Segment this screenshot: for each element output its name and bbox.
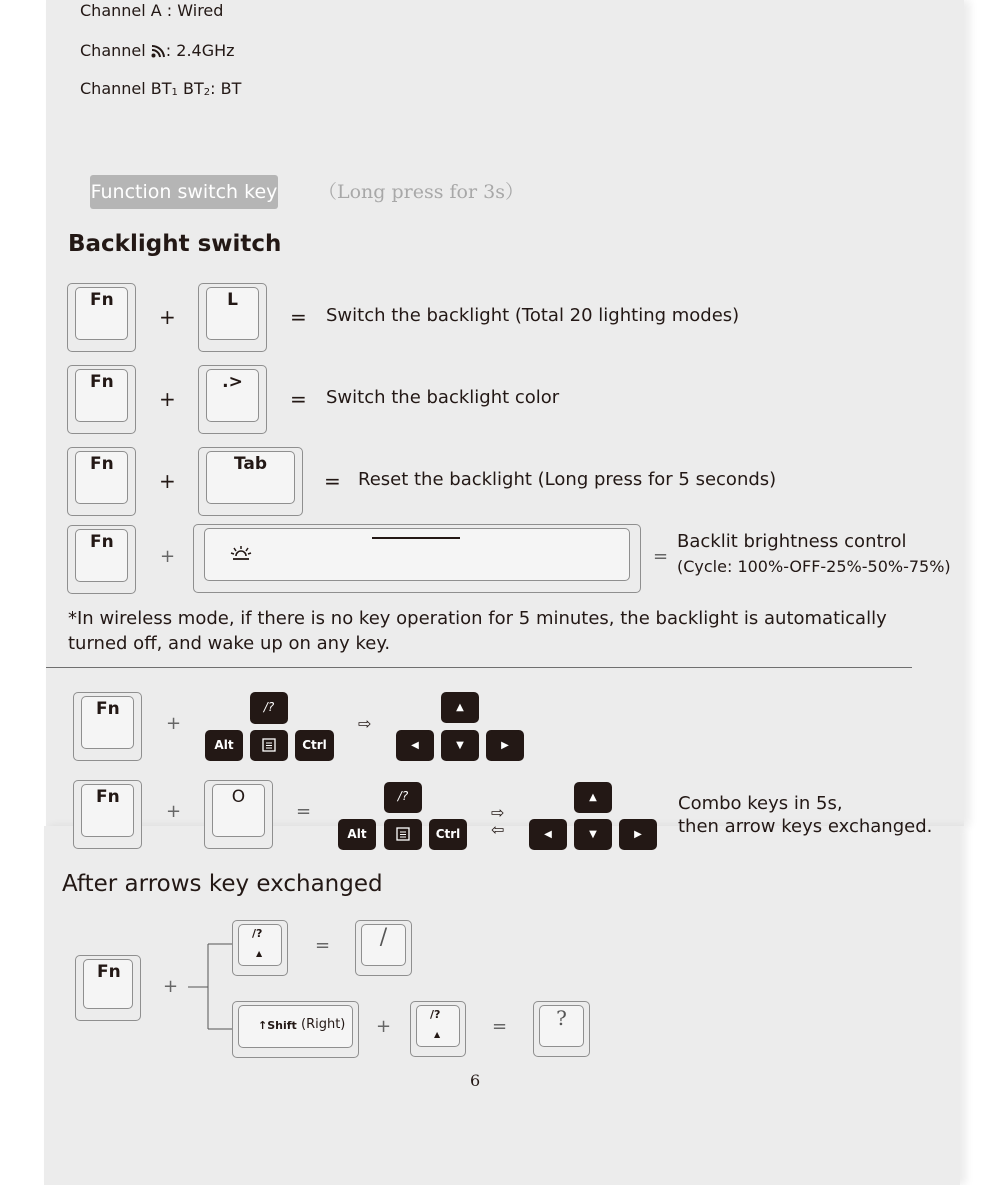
combo-line2: then arrow keys exchanged. — [678, 816, 933, 837]
alt-key-dark: Alt — [338, 819, 376, 850]
equals-sign: = — [315, 935, 331, 956]
function-switch-hint: （Long press for 3s） — [318, 181, 524, 203]
bt-sub2: 2 — [203, 87, 211, 98]
right-label: (Right) — [301, 1017, 346, 1032]
plus-sign: + — [166, 801, 182, 822]
combo-description — [678, 792, 932, 838]
left-arrow-key: ◀ — [529, 819, 567, 850]
brightness-icon — [230, 545, 252, 561]
fn-key-label: Fn — [96, 699, 120, 719]
question-result-label: ? — [556, 1006, 567, 1030]
bt-prefix: Channel BT — [80, 79, 172, 98]
right-shift-key — [232, 1001, 359, 1058]
section-divider — [46, 667, 912, 668]
channel-wired: Channel A : Wired — [80, 1, 224, 20]
question-slash-key-label: /? — [252, 927, 263, 940]
right-arrow-key: ▶ — [486, 730, 524, 761]
fn-key-label: Fn — [90, 532, 114, 552]
plus-sign: + — [159, 387, 176, 411]
up-arrow-key: ▲ — [574, 782, 612, 813]
fn-key-label: Fn — [90, 372, 114, 392]
channel-wireless-suffix: : 2.4GHz — [165, 41, 235, 60]
o-key-label: O — [231, 787, 246, 807]
fn-key — [67, 283, 136, 352]
tab-key-label: Tab — [233, 454, 268, 474]
ctrl-key-dark: Ctrl — [429, 819, 467, 850]
question-slash-key-label: /? — [430, 1008, 441, 1021]
exchange-right-arrow-icon: ⇨ — [491, 803, 505, 822]
function-switch-badge: Function switch key — [90, 175, 278, 209]
menu-icon — [250, 730, 288, 761]
plus-sign: + — [376, 1016, 392, 1037]
combo-line1: Combo keys in 5s, — [678, 793, 843, 814]
equals-sign: = — [290, 387, 307, 411]
backlight-title: Backlight switch — [68, 231, 282, 257]
period-key — [198, 365, 267, 434]
spacebar-key — [193, 524, 641, 593]
left-arrow-key: ◀ — [396, 730, 434, 761]
spacebar-bar-mark — [372, 537, 460, 539]
fn-key-label: Fn — [96, 787, 120, 807]
fn-key — [73, 780, 142, 849]
equals-sign: = — [290, 305, 307, 329]
up-triangle-icon: ▲ — [256, 949, 263, 958]
plus-sign: + — [159, 469, 176, 493]
wireless-signal-icon — [151, 44, 166, 58]
alt-key-dark: Alt — [205, 730, 243, 761]
question-slash-key — [232, 920, 288, 976]
bracket-connector — [188, 943, 236, 1031]
backlight-desc-1: Switch the backlight (Total 20 lighting modes) — [326, 305, 740, 326]
l-key-label: L — [227, 290, 238, 310]
shift-label: ↑Shift — [258, 1019, 297, 1032]
slash-result-key — [355, 920, 412, 976]
backlight-desc-2: Switch the backlight color — [326, 387, 560, 408]
fn-key-label: Fn — [90, 290, 114, 310]
tab-key — [198, 447, 303, 516]
equals-sign: = — [324, 469, 341, 493]
menu-key-dark — [384, 819, 422, 850]
brightness-desc-line2: (Cycle: 100%-OFF-25%-50%-75%) — [677, 557, 951, 576]
exchange-arrow-icon: ⇨ — [358, 714, 372, 733]
equals-sign: = — [492, 1016, 508, 1037]
l-key — [198, 283, 267, 352]
up-arrow-key: ▲ — [441, 692, 479, 723]
down-arrow-key: ▼ — [441, 730, 479, 761]
question-slash-key — [410, 1001, 466, 1057]
upper-panel — [46, 0, 964, 826]
fn-key — [75, 955, 141, 1021]
bt-suffix: : BT — [210, 79, 242, 98]
exchange-left-arrow-icon: ⇦ — [491, 820, 505, 839]
fn-key — [67, 447, 136, 516]
backlight-desc-3: Reset the backlight (Long press for 5 seconds) — [358, 469, 777, 490]
equals-sign: = — [653, 546, 669, 567]
channel-wireless-prefix: Channel — [80, 41, 146, 60]
fn-key — [67, 525, 136, 594]
fn-key-label: Fn — [90, 454, 114, 474]
question-result-key — [533, 1001, 590, 1057]
slash-result-label: / — [379, 925, 388, 950]
fn-key-label: Fn — [97, 962, 121, 982]
down-arrow-key: ▼ — [574, 819, 612, 850]
channel-wireless — [80, 41, 235, 60]
right-arrow-key: ▶ — [619, 819, 657, 850]
ctrl-key-dark: Ctrl — [295, 730, 334, 761]
plus-sign: + — [163, 976, 179, 997]
plus-sign: + — [166, 713, 182, 734]
after-exchange-title: After arrows key exchanged — [62, 871, 383, 897]
fn-key — [67, 365, 136, 434]
menu-key-dark — [250, 730, 288, 761]
menu-icon — [384, 819, 422, 850]
bt-mid: BT — [177, 79, 204, 98]
plus-sign: + — [159, 305, 176, 329]
fn-key — [73, 692, 142, 761]
channel-bt — [80, 79, 241, 98]
period-key-label: .> — [222, 372, 243, 392]
up-triangle-icon: ▲ — [434, 1030, 441, 1039]
plus-sign: + — [160, 546, 176, 567]
page-number: 6 — [470, 1071, 481, 1090]
slash-key-dark: /? — [384, 782, 422, 813]
o-key — [204, 780, 273, 849]
brightness-desc-line1: Backlit brightness control — [677, 531, 907, 552]
slash-key-dark: /? — [250, 692, 288, 724]
wireless-note: *In wireless mode, if there is no key operation for 5 minutes, the backlight is automatically turned off, and wake up on any key. — [68, 608, 887, 654]
bt-sub1: 1 — [171, 87, 178, 98]
equals-sign: = — [296, 801, 312, 822]
